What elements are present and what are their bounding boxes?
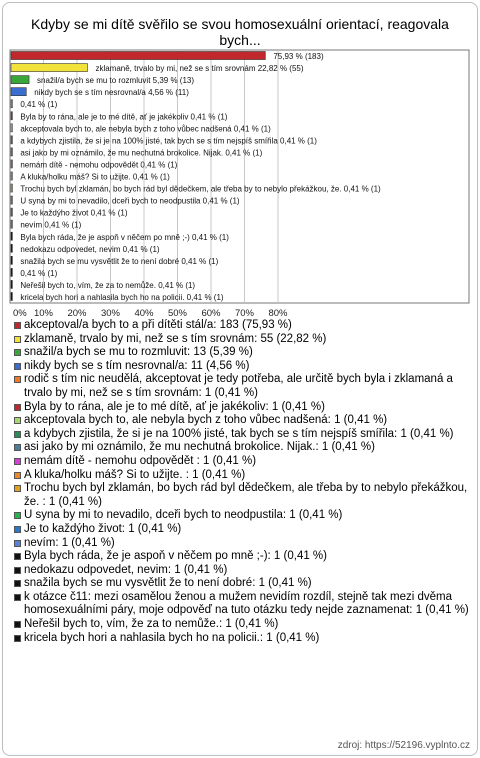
bar-label: nemám dítě - nemohu odpovědět 0,41 % (1) [20, 160, 178, 170]
legend-swatch [14, 349, 21, 356]
bar [11, 208, 12, 216]
bar-label: U syna by mi to nevadilo, dceři bych to neodpustila 0,41 % (1) [20, 196, 240, 206]
x-tick-label: 20% [67, 308, 87, 319]
legend-label: a kdybych zjistila, že si je na 100% jisté, tak bych se s tím nejspíš smířila: 1 (0,41 %) [24, 427, 454, 440]
source-note: zdroj: https://52196.vyplnto.cz [337, 740, 470, 751]
legend-item [14, 401, 474, 415]
bar [11, 160, 12, 168]
bar-label: nikdy bych se s tím nesrovnal/a 4,56 % (11) [34, 88, 189, 98]
legend-item [14, 577, 474, 591]
legend-item [14, 523, 474, 537]
x-tick-label: 30% [100, 308, 121, 319]
legend-item [14, 509, 474, 523]
bar [11, 76, 29, 84]
bar-label: snažil/a bych se mu to rozmluvit 5,39 % (13) [37, 76, 195, 86]
x-tick-label: 40% [134, 308, 154, 319]
legend-swatch [14, 444, 21, 451]
bar-label: a kdybych zjistila, že si je na 100% jisté, tak bych se s tím nejspíš smířila 0,41 % (1) [20, 136, 317, 146]
bar [11, 64, 87, 72]
legend-label: snažil/a bych se mu to rozmluvit: 13 (5,39 %) [24, 346, 253, 359]
legend-label: Je to každýho život: 1 (0,41 %) [24, 522, 182, 535]
legend-item [14, 346, 474, 360]
bar [11, 244, 12, 252]
bar-label: A kluka/holku máš? Si to užijte. 0,41 % (1) [20, 172, 170, 182]
x-tick-label: 0% [13, 308, 27, 319]
legend-swatch [14, 322, 21, 329]
legend-item [14, 564, 474, 578]
bar-label: 75,93 % (183) [273, 52, 324, 62]
legend-swatch [14, 363, 21, 370]
legend-item [14, 441, 474, 455]
legend-swatch [14, 376, 21, 383]
bar [11, 232, 12, 240]
bar-label: Byla by to rána, ale je to mé dítě, ať je jakékoliv 0,41 % (1) [20, 112, 228, 122]
bar-label: 0,41 % (1) [20, 100, 58, 110]
bar [11, 148, 12, 156]
bar-chart [0, 0, 480, 330]
legend-swatch [14, 472, 21, 479]
legend-label: k otázce č11: mezi osamělou ženou a mužem nevidím rozdíl, stejně tak mezi dvěma homosexuálními páry, moje odpověď na tuto otázku tedy nejde zaznamenat: 1 (0,41 %) [24, 590, 469, 617]
legend-label: akceptoval/a bych to a při dítěti stál/a: 183 (75,93 %) [24, 319, 292, 331]
legend-label: akceptovala bych to, ale nebyla bych z toho vůbec nadšená: 1 (0,41 %) [24, 414, 388, 427]
x-tick-label: 80% [268, 308, 288, 319]
legend-item [14, 428, 474, 442]
legend-swatch [14, 553, 21, 560]
bar-label: akceptovala bych to, ale nebyla bych z toho vůbec nadšená 0,41 % (1) [20, 124, 271, 134]
bar [11, 196, 12, 204]
legend-swatch [14, 485, 21, 492]
bar [11, 52, 265, 60]
legend-label: nedokazu odpovedet, nevim: 1 (0,41 %) [24, 563, 228, 576]
bar [11, 136, 12, 144]
bar [11, 172, 12, 180]
bar-label: nevím 0,41 % (1) [20, 220, 82, 230]
legend-label: Byla by to rána, ale je to mé dítě, ať je jakékoliv: 1 (0,41 %) [24, 400, 325, 413]
legend-swatch [14, 526, 21, 533]
legend-item [14, 319, 474, 333]
x-tick-label: 70% [234, 308, 255, 319]
legend-label: zklamaně, trvalo by mi, než se s tím srovnám: 55 (22,82 %) [24, 332, 327, 345]
bar-label: Byla bych ráda, že je aspoň v něčem po mně ;-) 0,41 % (1) [20, 232, 229, 242]
bar-label: 0,41 % (1) [20, 268, 58, 278]
legend-label: nevím: 1 (0,41 %) [24, 536, 115, 549]
legend-swatch [14, 540, 21, 547]
legend-item [14, 591, 474, 618]
legend-swatch [14, 336, 21, 343]
legend-label: Byla bych ráda, že je aspoň v něčem po mně ;-): 1 (0,41 %) [24, 550, 327, 563]
legend-swatch [14, 580, 21, 587]
legend-swatch [14, 594, 21, 601]
bar [11, 220, 12, 228]
bar-label: Neřešil bych to, vím, že za to nemůže. 0,41 % (1) [20, 280, 196, 290]
legend-item [14, 632, 474, 646]
legend-swatch [14, 458, 21, 465]
legend-label: Neřešil bych to, vím, že za to nemůže.: 1 (0,41 %) [24, 618, 279, 631]
x-tick-label: 10% [33, 308, 54, 319]
legend-item [14, 414, 474, 428]
bar-label: kricela bych hori a nahlasila bych ho na policii. 0,41 % (1) [20, 293, 224, 302]
bar [11, 292, 12, 300]
legend-label: nemám dítě - nemohu odpovědět : 1 (0,41 %) [24, 454, 257, 467]
bar-label: asi jako by mi oznámilo, že mu nechutná brokolice. Nijak. 0,41 % (1) [20, 148, 263, 158]
legend-item [14, 360, 474, 374]
bar [11, 88, 26, 96]
bar [11, 100, 12, 108]
legend-item [14, 550, 474, 564]
bar-label: Trochu bych byl zklamán, bo bych rád byl dědečkem, ale třeba by to nebylo překážkou, že. 0,41 % (1) [20, 184, 381, 194]
bar-label: snažila bych se mu vysvětlit že to není dobré 0,41 % (1) [20, 256, 219, 266]
bar-label: zklamaně, trvalo by mi, než se s tím srovnám 22,82 % (55) [95, 64, 304, 74]
bar-label: nedokazu odpovedet, nevim 0,41 % (1) [20, 244, 160, 254]
chart-title: Kdyby se mi dítě svěřilo se svou homosexuální orientací, reagovala bych... [31, 16, 449, 48]
legend-label: Trochu bych byl zklamán, bo bych rád byl dědečkem, ale třeba by to nebylo překážkou, že. : 1 (0,41 %) [24, 482, 468, 508]
legend-item [14, 537, 474, 551]
legend-label: rodič s tím nic neudělá, akceptovat je tedy potřeba, ale určitě bych byla i zklamaná a trvalo by mi, než se s tím srovnám: 1 (0,41 %) [24, 373, 453, 399]
legend-swatch [14, 635, 21, 642]
legend-item [14, 482, 474, 509]
x-tick-label: 50% [167, 308, 188, 319]
legend-swatch [14, 431, 21, 438]
bar [11, 184, 12, 192]
bar [11, 112, 12, 120]
legend-label: snažila bych se mu vysvětlit že to není dobré: 1 (0,41 %) [24, 577, 312, 590]
bar [11, 280, 12, 288]
bar-label: Je to každýho život 0,41 % (1) [20, 208, 128, 218]
legend-swatch [14, 567, 21, 574]
bar [11, 124, 12, 132]
legend-label: U syna by mi to nevadilo, dceři bych to neodpustila: 1 (0,41 %) [24, 509, 343, 522]
legend-label: nikdy bych se s tím nesrovnal/a: 11 (4,56 %) [24, 359, 250, 372]
legend-swatch [14, 621, 21, 628]
legend-item [14, 333, 474, 347]
legend-label: kricela bych hori a nahlasila bych ho na policii.: 1 (0,41 %) [24, 631, 320, 644]
legend-label: asi jako by mi oznámilo, že mu nechutná brokolice. Nijak.: 1 (0,41 %) [24, 441, 375, 454]
legend-swatch [14, 512, 21, 519]
legend-swatch [14, 404, 21, 411]
legend-item [14, 618, 474, 632]
bar [11, 256, 12, 264]
legend-item [14, 455, 474, 469]
legend-swatch [14, 417, 21, 424]
legend-label: A kluka/holku máš? Si to užijte. : 1 (0,41 %) [24, 468, 246, 481]
x-tick-label: 60% [201, 308, 221, 319]
bar [11, 268, 12, 276]
legend [14, 319, 474, 645]
legend-item [14, 373, 474, 400]
legend-item [14, 469, 474, 483]
